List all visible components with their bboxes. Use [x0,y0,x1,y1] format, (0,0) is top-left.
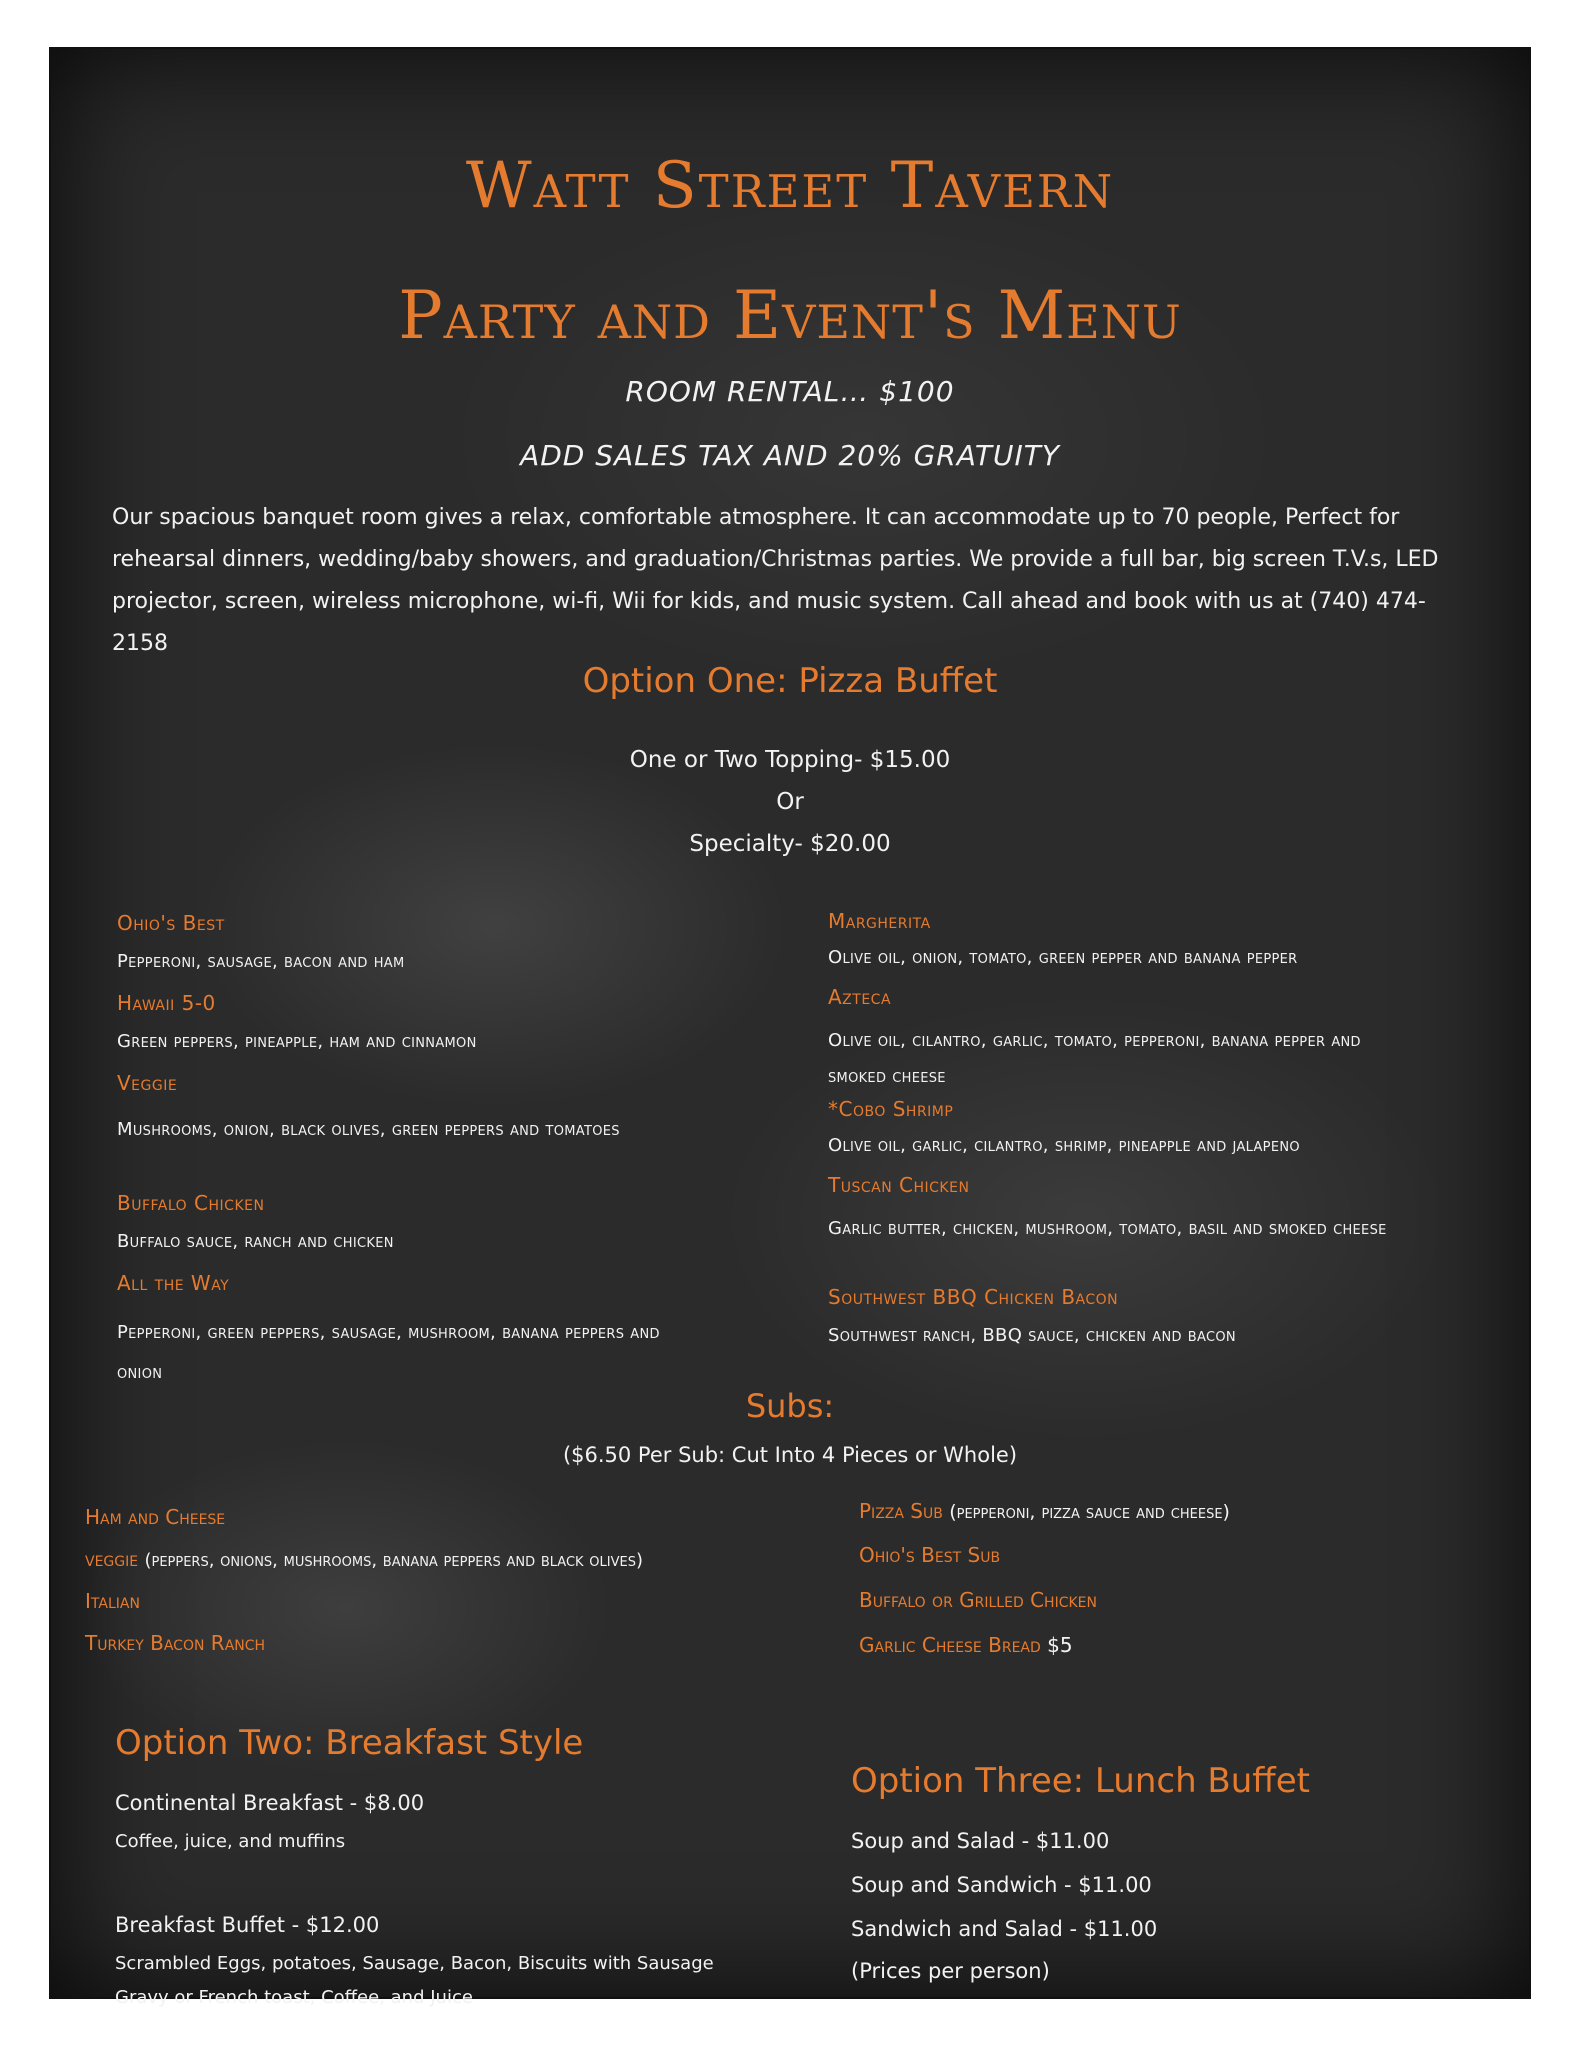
pizza-name: Ohio's Best [117,911,225,935]
lunch-item: Soup and Salad - $11.00 [851,1829,1110,1853]
sub-item [859,1499,1230,1523]
pizza-name: *Cobo Shrimp [828,1097,954,1121]
pizza-desc: Olive oil, garlic, cilantro, shrimp, pineapple and jalapeno [828,1135,1300,1156]
pizza-name: Southwest BBQ Chicken Bacon [828,1285,1119,1309]
option-two-title: Option Two: Breakfast Style [115,1723,584,1763]
pizza-desc: Mushrooms, onion, black olives, green peppers and tomatoes [117,1119,620,1140]
pizza-desc: Southwest ranch, BBQ sauce, chicken and bacon [828,1325,1236,1346]
pizza-desc: Olive oil, onion, tomato, green pepper and banana pepper [828,947,1298,968]
lunch-item: Sandwich and Salad - $11.00 [851,1917,1158,1941]
pizza-desc: Olive oil, cilantro, garlic, tomato, pepperoni, banana pepper and smoked cheese [828,1030,1361,1087]
pizza-desc: Buffalo sauce, ranch and chicken [117,1231,394,1252]
breakfast-buffet-desc: Scrambled Eggs, potatoes, Sausage, Bacon, Biscuits with Sausage [115,1953,714,1974]
room-rental: ROOM RENTAL… $100 [625,375,955,408]
option-one-title: Option One: Pizza Buffet [582,661,998,701]
tax-note: ADD SALES TAX AND 20% GRATUITY [520,439,1060,472]
sub-item [859,1633,1073,1657]
continental-price: Continental Breakfast - $8.00 [115,1791,425,1815]
tavern-name: Watt Street Tavern [465,149,1115,223]
lunch-note: (Prices per person) [851,1959,1050,1983]
pizza-name: Margherita [828,909,931,933]
intro-paragraph: Our spacious banquet room gives a relax, comfortable atmosphere. It can accommodate up to 70 people, Perfect for rehearsal dinners, wedding/baby showers, and graduation/Christmas parties. We provide a full bar, big screen T.V.s, LED projector, screen, wireless microphone, wi-fi, Wii for kids, and music system. Call ahead and book with us at (740) 474-2158 [112,505,1439,656]
sub-extra: $5 [1047,1633,1073,1657]
sub-item [85,1631,265,1655]
pizza-name: Veggie [117,1071,178,1095]
option-three-title: Option Three: Lunch Buffet [851,1761,1310,1801]
pizza-name: Azteca [828,985,892,1009]
sub-name: Ham and Cheese [85,1505,226,1529]
sub-extra: (peppers, onions, mushrooms, banana peppers and black olives) [144,1550,643,1571]
pizza-desc: Pepperoni, green peppers, sausage, mushroom, banana peppers and onion [117,1322,660,1383]
continental-desc: Coffee, juice, and muffins [115,1831,346,1852]
breakfast-buffet-desc: Gravy or French toast, Coffee, and Juice [115,1987,473,2008]
pizza-desc: Garlic butter, chicken, mushroom, tomato, basil and smoked cheese [828,1218,1387,1239]
sub-item [85,1505,225,1529]
sub-name: Italian [85,1589,140,1613]
pizza-name: All the Way [117,1271,230,1295]
subs-title: Subs: [745,1387,835,1425]
sub-name: Ohio's Best Sub [859,1543,1001,1567]
pizza-desc: Green peppers, pineapple, ham and cinnamon [117,1031,477,1052]
sub-item [859,1543,1000,1567]
sub-item [85,1589,140,1613]
sub-name: Pizza Sub [859,1499,943,1523]
sub-name: Garlic Cheese Bread [859,1633,1041,1657]
pizza-name: Tuscan Chicken [828,1173,970,1197]
sub-item [85,1547,643,1571]
breakfast-buffet-price: Breakfast Buffet - $12.00 [115,1913,380,1937]
sub-extra: (pepperoni, pizza sauce and cheese) [949,1501,1230,1523]
lunch-item: Soup and Sandwich - $11.00 [851,1873,1152,1897]
pizza-name: Buffalo Chicken [117,1191,265,1215]
price-topping: One or Two Topping- $15.00 [629,747,951,773]
pizza-name: Hawaii 5-0 [117,991,216,1015]
sub-name: Turkey Bacon Ranch [85,1631,266,1655]
sub-name: veggie [85,1547,139,1571]
sub-item [859,1588,1097,1612]
price-specialty: Specialty- $20.00 [689,831,891,857]
price-or: Or [776,789,804,815]
sub-name: Buffalo or Grilled Chicken [859,1588,1097,1612]
pizza-desc: Pepperoni, sausage, bacon and ham [117,951,405,972]
menu-title: Party and Event's Menu [398,277,1182,354]
subs-note: ($6.50 Per Sub: Cut Into 4 Pieces or Whole) [562,1443,1018,1467]
chalkboard-menu [49,47,1531,2008]
